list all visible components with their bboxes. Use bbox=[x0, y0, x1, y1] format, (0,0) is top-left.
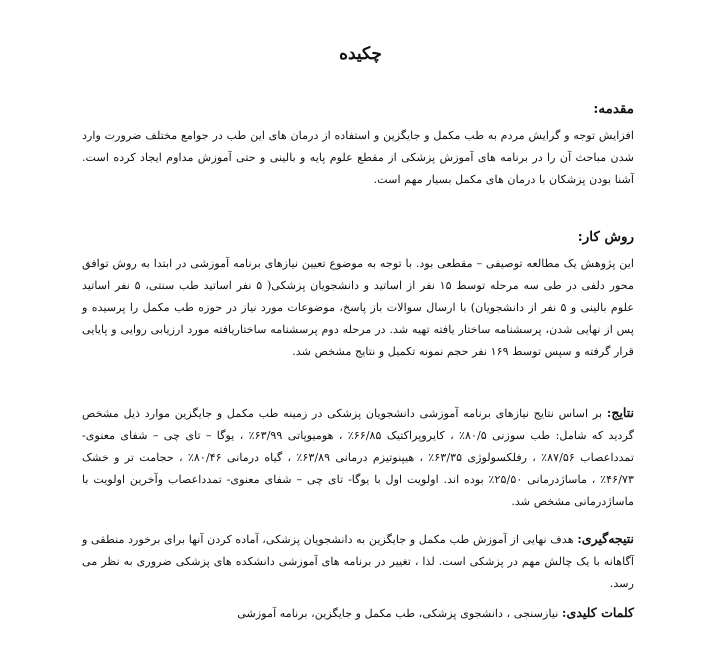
method-text: این پژوهش یک مطالعه توصیفی – مقطعی بود. با توجه به موضوع تعیین نیازهای برنامه آموزشی در ابتدا به روش توافق محور دلفی در طی سه مرحله توسط ۱۵ نفر از اساتید و دانشجویان پزشکی( ۵ نفر اساتید طب سنتی، ۵ نفر اساتید علوم بالینی و ۵ نفر از دانشجویان) با ارسال سوالات باز پاسخ، موضوعات مورد نیاز در حوزه طب مکمل را پرسیده و پس از نهایی شدن، پرسشنامه ساختار یافته تهیه شد. در مرحله دوم پرسشنامه ساختاریافته مورد ارزیابی روایی و پایایی قرار گرفته و سپس توسط ۱۶۹ نفر حجم نمونه تکمیل و نتایج مشخص شد. bbox=[82, 257, 634, 358]
results-text: بر اساس نتایج نیازهای برنامه آموزشی دانشجویان پزشکی در زمینه طب مکمل و جایگزین موارد ذیل مشخص گردید که شامل: طب سوزنی ۸۰/۵٪ ، کایروپراکتیک ۶۶/۸۵٪ ، هومیوپاتی ۶۳/۹۹٪ ، یوگا – تای چی – شفای معنوی- تمدداعصاب ۸۷/۵۶٪ ، رفلکسولوژی ۶۳/۳۵٪ ، هیپنوتیزم درمانی ۶۳/۸۹٪ ، گیاه درمانی ۸۰/۴۶٪ ، حجامت تر و خشک ۴۶/۷۳٪ ، ماساژدرمانی ۲۵/۵۰٪ بوده اند. اولویت اول با یوگا- تای چی – شفای معنوی- تمدداعصاب وآخرین اولویت با ماساژدرمانی مشخص شد. bbox=[82, 407, 635, 508]
page-title: چکیده bbox=[339, 44, 382, 64]
keywords-text: نیازسنجی ، دانشجوی پزشکی، طب مکمل و جایگزین، برنامه آموزشی bbox=[237, 607, 559, 620]
intro-section bbox=[82, 98, 634, 191]
results-section bbox=[82, 402, 634, 513]
intro-text: افزایش توجه و گرایش مردم به طب مکمل و جایگزین و استفاده از درمان های این طب در جوامع مختلف ضرورت وارد شدن مباحث آن را در برنامه های آموزش پزشکی از مقطع علوم پایه و بالینی و حتی آموزش مداوم ایجاد کرده است. آشنا بودن پزشکان با درمان های مکمل بسیار مهم است. bbox=[82, 129, 634, 186]
conclusion-text: هدف نهایی از آموزش طب مکمل و جایگزین به دانشجویان پزشکی، آماده کردن آنها برای برخورد منطقی و آگاهانه با یک چالش مهم در پزشکی است. لذا ، تغییر در برنامه های آموزشی دانشکده های پزشکی ضروری به نظر می رسد. bbox=[82, 533, 634, 590]
keywords-heading: کلمات کلیدی: bbox=[561, 605, 634, 620]
method-heading: روش کار: bbox=[577, 229, 634, 245]
keywords-section bbox=[82, 605, 634, 620]
results-heading: نتایج: bbox=[606, 405, 634, 420]
conclusion-section bbox=[82, 528, 634, 595]
conclusion-paragraph bbox=[82, 528, 634, 595]
method-section bbox=[82, 226, 634, 363]
conclusion-heading: نتیجه‌گیری: bbox=[577, 531, 634, 546]
keywords-paragraph bbox=[82, 605, 634, 620]
results-paragraph bbox=[82, 402, 634, 513]
intro-heading: مقدمه: bbox=[593, 101, 634, 117]
